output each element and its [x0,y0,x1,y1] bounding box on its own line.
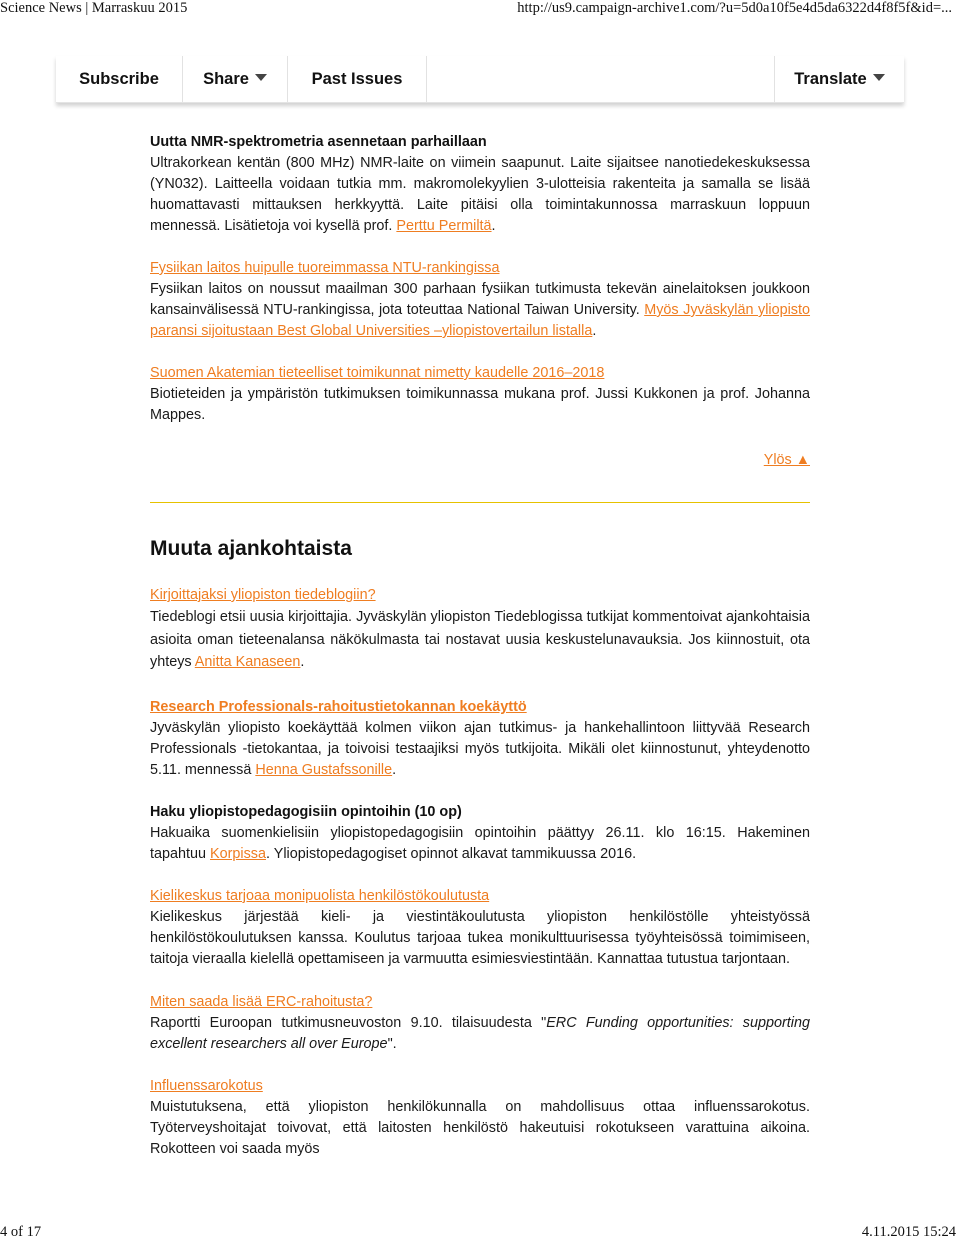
ranking-link[interactable]: Myös Jyväskylän yliopisto paransi sijoitustaan Best Global Universities –yliopistovertailun listalla [150,302,811,339]
news-title: Haku yliopistopedagogisiin opintoihin (10 op) [150,804,462,820]
contact-link[interactable]: Henna Gustafssonille [255,762,393,778]
news-text: ". [387,1036,397,1052]
news-text: Raportti Euroopan tutkimusneuvoston 9.10. tilaisuudesta " [150,1015,547,1031]
news-title-link[interactable]: Kielikeskus tarjoaa monipuolista henkilöstökoulutusta [150,888,490,904]
news-body [150,718,810,781]
report-title: ERC Funding opportunities: supporting excellent researchers all over Europe [150,1015,810,1052]
news-body [150,1013,810,1055]
section-heading: Muuta ajankohtaista [150,537,352,560]
translate-menu-button[interactable] [775,56,904,102]
news-text: Jyväskylän yliopisto koekäyttää kolmen viikon ajan tutkimus- ja hankehallintoon liittyvää Research Professionals -tietokantaa, ja toivoisi testaajiksi myös tutkijoita. Mikäli olet kiinnostunut, yhteydenotto 5.11. mennessä [150,720,810,778]
news-text: . [300,654,305,670]
page-count: 4 of 17 [0,1224,42,1240]
subscribe-label: Subscribe [79,70,159,88]
news-title-link[interactable]: Kirjoittajaksi yliopiston tiedeblogiin? [150,587,376,603]
news-item [150,886,810,970]
news-body [150,606,810,674]
news-title-link[interactable]: Miten saada lisää ERC-rahoitusta? [150,994,373,1010]
nav-divider [426,56,427,102]
share-menu-button[interactable] [183,56,287,102]
print-header-title: Science News | Marraskuu 2015 [0,0,188,16]
news-text: . [392,762,397,778]
subscribe-link[interactable] [56,56,182,102]
news-text: . Yliopistopedagogiset opinnot alkavat tammikuussa 2016. [266,846,637,862]
print-footer [0,1224,960,1242]
news-title-link[interactable]: Suomen Akatemian tieteelliset toimikunnat nimetty kaudelle 2016–2018 [150,365,605,381]
news-text: Tiedeblogi etsii uusia kirjoittajia. Jyväskylän yliopiston Tiedeblogissa tutkijat kommentoivat ajankohtaisia asioita oman tieteenalansa näkökulmasta tai nostavat uusia keskustelunavauksia. Jos kiinnostuit, ota yhteys [150,609,810,670]
section-divider [150,502,810,503]
news-item [150,992,810,1055]
news-text: . [592,323,597,339]
news-item [150,585,810,674]
news-body: Biotieteiden ja ympäristön tutkimuksen toimikunnassa mukana prof. Jussi Kukkonen ja prof. Johanna Mappes. [150,386,810,423]
news-item [150,258,810,342]
news-title-link[interactable]: Research Professionals-rahoitustietokannan koekäyttö [150,699,527,715]
news-text: . [491,218,496,234]
print-timestamp: 4.11.2015 15:24 [861,1224,956,1240]
news-text: Fysiikan laitos on noussut maailman 300 parhaan fysiikan tutkimusta tekevän ainelaitoksen joukkoon kansainvälisessä NTU-rankingissa, jota toteuttaa National Taiwan University. [150,281,810,318]
korppi-link[interactable]: Korpissa [210,846,267,862]
share-label: Share [203,70,249,88]
campaign-nav-bar [56,56,904,103]
news-item [150,802,810,865]
news-item [150,1076,810,1160]
news-text: Ultrakorkean kentän (800 MHz) NMR-laite on viimein saapunut. Laite sijaitsee nanotiedekeskuksessa (YN032). Laitteella voidaan tutkia mm. makromolekyylien 3-ulotteisia rakenteita ja samalla se lisää huomattavasti mittauksen herkkyyttä. Laite pitäisi olla toimintakunnossa marraskuun loppuun mennessä. Lisätietoja voi kysellä prof. [150,155,810,234]
news-text: Hakuaika suomenkielisiin yliopistopedagogisiin opintoihin päättyy 26.11. klo 16:15. Hakeminen tapahtuu [150,825,810,862]
translate-label: Translate [794,70,867,88]
news-title: Uutta NMR-spektrometria asennetaan parhaillaan [150,134,487,150]
back-to-top-link[interactable]: Ylös ▲ [763,452,810,468]
print-header-url: http://us9.campaign-archive1.com/?u=5d0a10f5e4d5da6322d4f8f5f&id=... [517,0,952,16]
news-body: Muistutuksena, että yliopiston henkilökunnalla on mahdollisuus ottaa influenssarokotus. Työterveyshoitajat toivovat, että laitosten henkilöstö hakeutuisi rokotukseen varattuina aikoina. Rokotteen voi saada myös [150,1099,810,1157]
news-body [150,823,810,865]
news-item [150,697,810,781]
news-item [150,363,810,426]
chevron-down-icon [255,74,267,81]
newsletter-content [150,0,810,1180]
news-item [150,132,810,237]
chevron-down-icon [873,74,885,81]
past-issues-link[interactable] [288,56,426,102]
past-issues-label: Past Issues [311,70,403,88]
contact-link[interactable]: Perttu Permiltä [396,218,492,234]
news-title-link[interactable]: Fysiikan laitos huipulle tuoreimmassa NTU-rankingissa [150,260,500,276]
news-body [150,279,810,342]
news-body [150,153,810,237]
news-title-link[interactable]: Influenssarokotus [150,1078,263,1094]
news-body: Kielikeskus järjestää kieli- ja viestintäkoulutusta yliopiston henkilöstölle yhteistyössä henkilöstökoulutuksen kanssa. Koulutus tarjoaa tukea monikulttuurisessa työyhteisössä toimimiseen, taitoja vieraalla kielellä opettamiseen ja varmuutta esimiesviestintään. Kannattaa tutustua tarjontaan. [150,909,810,967]
contact-link[interactable]: Anitta Kanaseen [194,654,301,670]
